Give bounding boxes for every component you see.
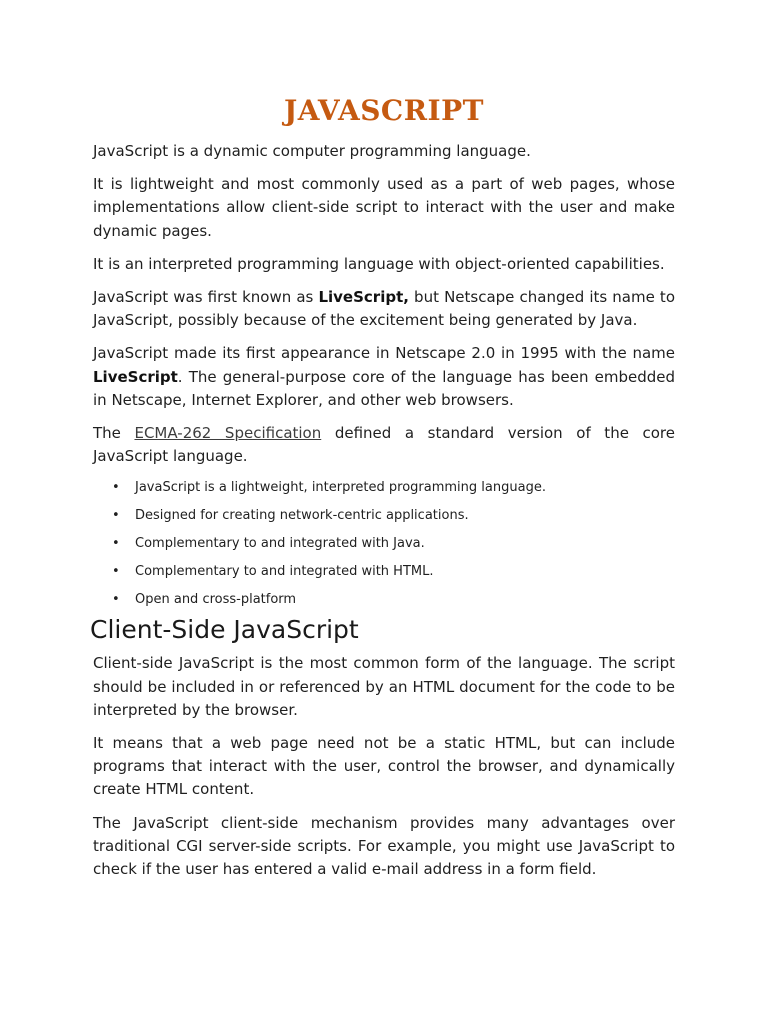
bullet-icon: • <box>112 592 120 608</box>
list-item <box>112 480 675 496</box>
page-title: JAVASCRIPT <box>284 94 484 127</box>
bullet-icon: • <box>112 480 120 496</box>
intro-paragraph-1: JavaScript is a dynamic computer programming language. <box>93 142 531 160</box>
list-item-text: JavaScript is a lightweight, interpreted programming language. <box>135 480 546 496</box>
list-item-text: Open and cross-platform <box>135 592 297 608</box>
bullet-icon: • <box>112 508 120 524</box>
list-item-text: Complementary to and integrated with HTML. <box>135 564 434 580</box>
list-item <box>112 592 675 608</box>
livescript-paragraph <box>93 286 675 332</box>
list-item <box>112 564 675 580</box>
livescript-text-after: but Netscape changed its name to JavaScript, possibly because of the excitement being generated by Java. <box>93 288 675 330</box>
appearance-text-before: JavaScript made its first appearance in Netscape 2.0 in 1995 with the name <box>93 344 675 363</box>
feature-list <box>93 480 675 608</box>
ecma-text-before: The <box>93 424 135 443</box>
ecma-specification-link[interactable]: ECMA-262 Specification <box>134 424 322 443</box>
client-side-paragraph-2: It means that a web page need not be a static HTML, but can include programs that interact with the user, control the browser, and dynamically create HTML content. <box>93 734 675 799</box>
list-item-text: Designed for creating network-centric applications. <box>135 508 469 524</box>
ecma-paragraph <box>93 422 675 468</box>
livescript-bold: LiveScript, <box>318 288 409 307</box>
intro-paragraph-3: It is an interpreted programming language with object-oriented capabilities. <box>93 254 665 273</box>
intro-paragraph-2: It is lightweight and most commonly used as a part of web pages, whose implementations allow client-side script to interact with the user and make dynamic pages. <box>93 175 675 240</box>
bullet-icon: • <box>112 536 120 552</box>
appearance-bold: LiveScript <box>93 367 178 386</box>
livescript-text-before: JavaScript was first known as <box>93 288 319 307</box>
ecma-text-after: defined a standard version of the core JavaScript language. <box>93 424 675 466</box>
section-heading: Client-Side JavaScript <box>90 615 359 645</box>
client-side-paragraph-3: The JavaScript client-side mechanism provides many advantages over traditional CGI server-side scripts. For example, you might use JavaScript to check if the user has entered a valid e-mail address in a form field. <box>93 813 675 879</box>
appearance-text-after: . The general-purpose core of the language has been embedded in Netscape, Internet Explorer, and other web browsers. <box>93 367 675 409</box>
bullet-icon: • <box>112 564 120 580</box>
appearance-paragraph <box>93 342 675 412</box>
list-item <box>112 536 675 552</box>
list-item <box>112 508 675 524</box>
client-side-paragraph-1: Client-side JavaScript is the most common form of the language. The script should be included in or referenced by an HTML document for the code to be interpreted by the browser. <box>93 654 675 719</box>
list-item-text: Complementary to and integrated with Java. <box>135 536 425 552</box>
